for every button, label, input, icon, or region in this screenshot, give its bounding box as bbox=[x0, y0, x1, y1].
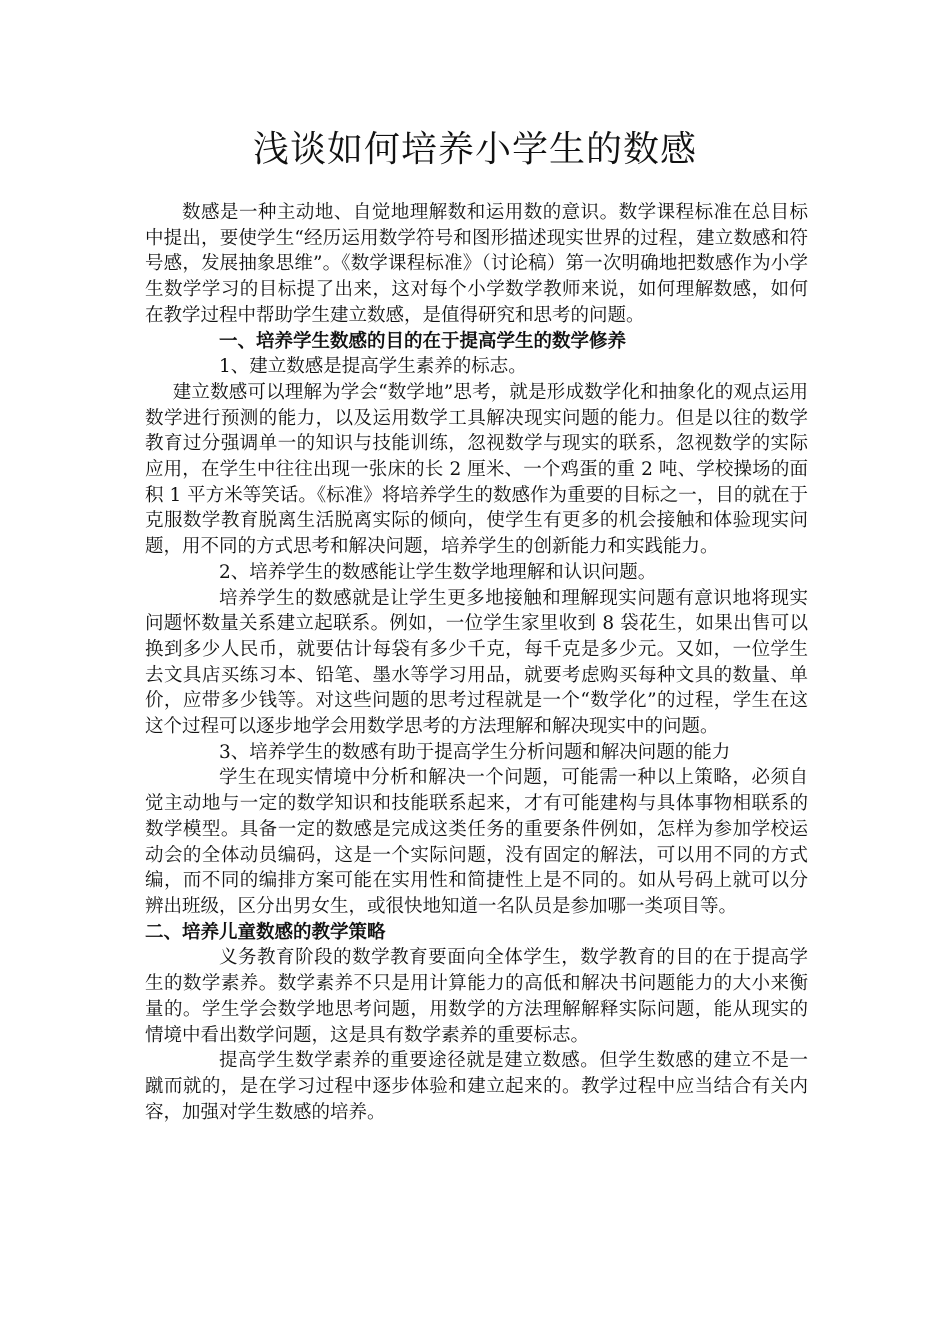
section1-sub3: 3、培养学生的数感有助于提高学生分析问题和解决问题的能力 bbox=[219, 741, 731, 763]
document-title: 浅谈如何培养小学生的数感 bbox=[252, 129, 697, 170]
intro-paragraph: 数感是一种主动地、自觉地理解数和运用数的意识。数学课程标准在总目标中提出，要使学生“经历运用数学符号和图形描述现实世界的过程，建立数感和符号感，发展抽象思维”。《数学课程标准》（讨论稿）第一次明确地把数感作为小学生数学学习的目标提了出来，这对每个小学数学教师来说，如何理解数感，如何在教学过程中帮助学生建立数感，是值得研究和思考的问题。 bbox=[145, 202, 808, 326]
section1-heading: 一、培养学生数感的目的在于提高学生的数学修养 bbox=[219, 330, 627, 352]
section1-para2: 培养学生的数感就是让学生更多地接触和理解现实问题有意识地将现实问题怀数量关系建立起联系。例如，一位学生家里收到 8 袋花生，如果出售可以换到多少人民币，就要估计每袋有多少千克，每千克是多少元。又如，一位学生去文具店买练习本、铅笔、墨水等学习用品，就要考虑购买每种文具的数量、单价，应带多少钱等。对这些问题的思考过程就是一个“数学化”的过程，学生在这这个过程可以逐步地学会用数学思考的方法理解和解决现实中的问题。 bbox=[145, 587, 808, 738]
document-body bbox=[145, 200, 808, 1125]
section1-sub2: 2、培养学生的数感能让学生数学地理解和认识问题。 bbox=[219, 561, 657, 583]
section1-sub1: 1、建立数感是提高学生素养的标志。 bbox=[219, 356, 527, 378]
section2-para2: 提高学生数学素养的重要途径就是建立数感。但学生数感的建立不是一蹴而就的，是在学习过程中逐步体验和建立起来的。教学过程中应当结合有关内容，加强对学生数感的培养。 bbox=[145, 1050, 808, 1123]
section1-para1: 建立数感可以理解为学会“数学地”思考，就是形成数学化和抽象化的观点运用数学进行预测的能力，以及运用数学工具解决现实问题的能力。但是以往的数学教育过分强调单一的知识与技能训练，忽视数学与现实的联系，忽视数学的实际应用，在学生中往往出现一张床的长 2 厘米、一个鸡蛋的重 2 吨、学校操场的面积 1 平方米等笑话。《标准》将培养学生的数感作为重要的目标之一，目的就在于克服数学教育脱离生活脱离实际的倾向，使学生有更多的机会接触和体验现实问题，用不同的方式思考和解决问题，培养学生的创新能力和实践能力。 bbox=[145, 381, 808, 558]
section2-para1: 义务教育阶段的数学教育要面向全体学生，数学教育的目的在于提高学生的数学素养。数学素养不只是用计算能力的高低和解决书问题能力的大小来衡量的。学生学会数学地思考问题，用数学的方法理解解释实际问题，能从现实的情境中看出数学问题，这是具有数学素养的重要标志。 bbox=[145, 947, 808, 1046]
section1-para3: 学生在现实情境中分析和解决一个问题，可能需一种以上策略，必须自觉主动地与一定的数学知识和技能联系起来，才有可能建构与具体事物相联系的数学模型。具备一定的数感是完成这类任务的重要条件例如，怎样为参加学校运动会的全体动员编码，这是一个实际问题，没有固定的解法，可以用不同的方式编，而不同的编排方案可能在实用性和简捷性上是不同的。如从号码上就可以分辨出班级，区分出男女生，或很快地知道一名队员是参加哪一类项目等。 bbox=[145, 767, 808, 917]
section2-heading: 二、培养儿童数感的教学策略 bbox=[145, 921, 386, 943]
